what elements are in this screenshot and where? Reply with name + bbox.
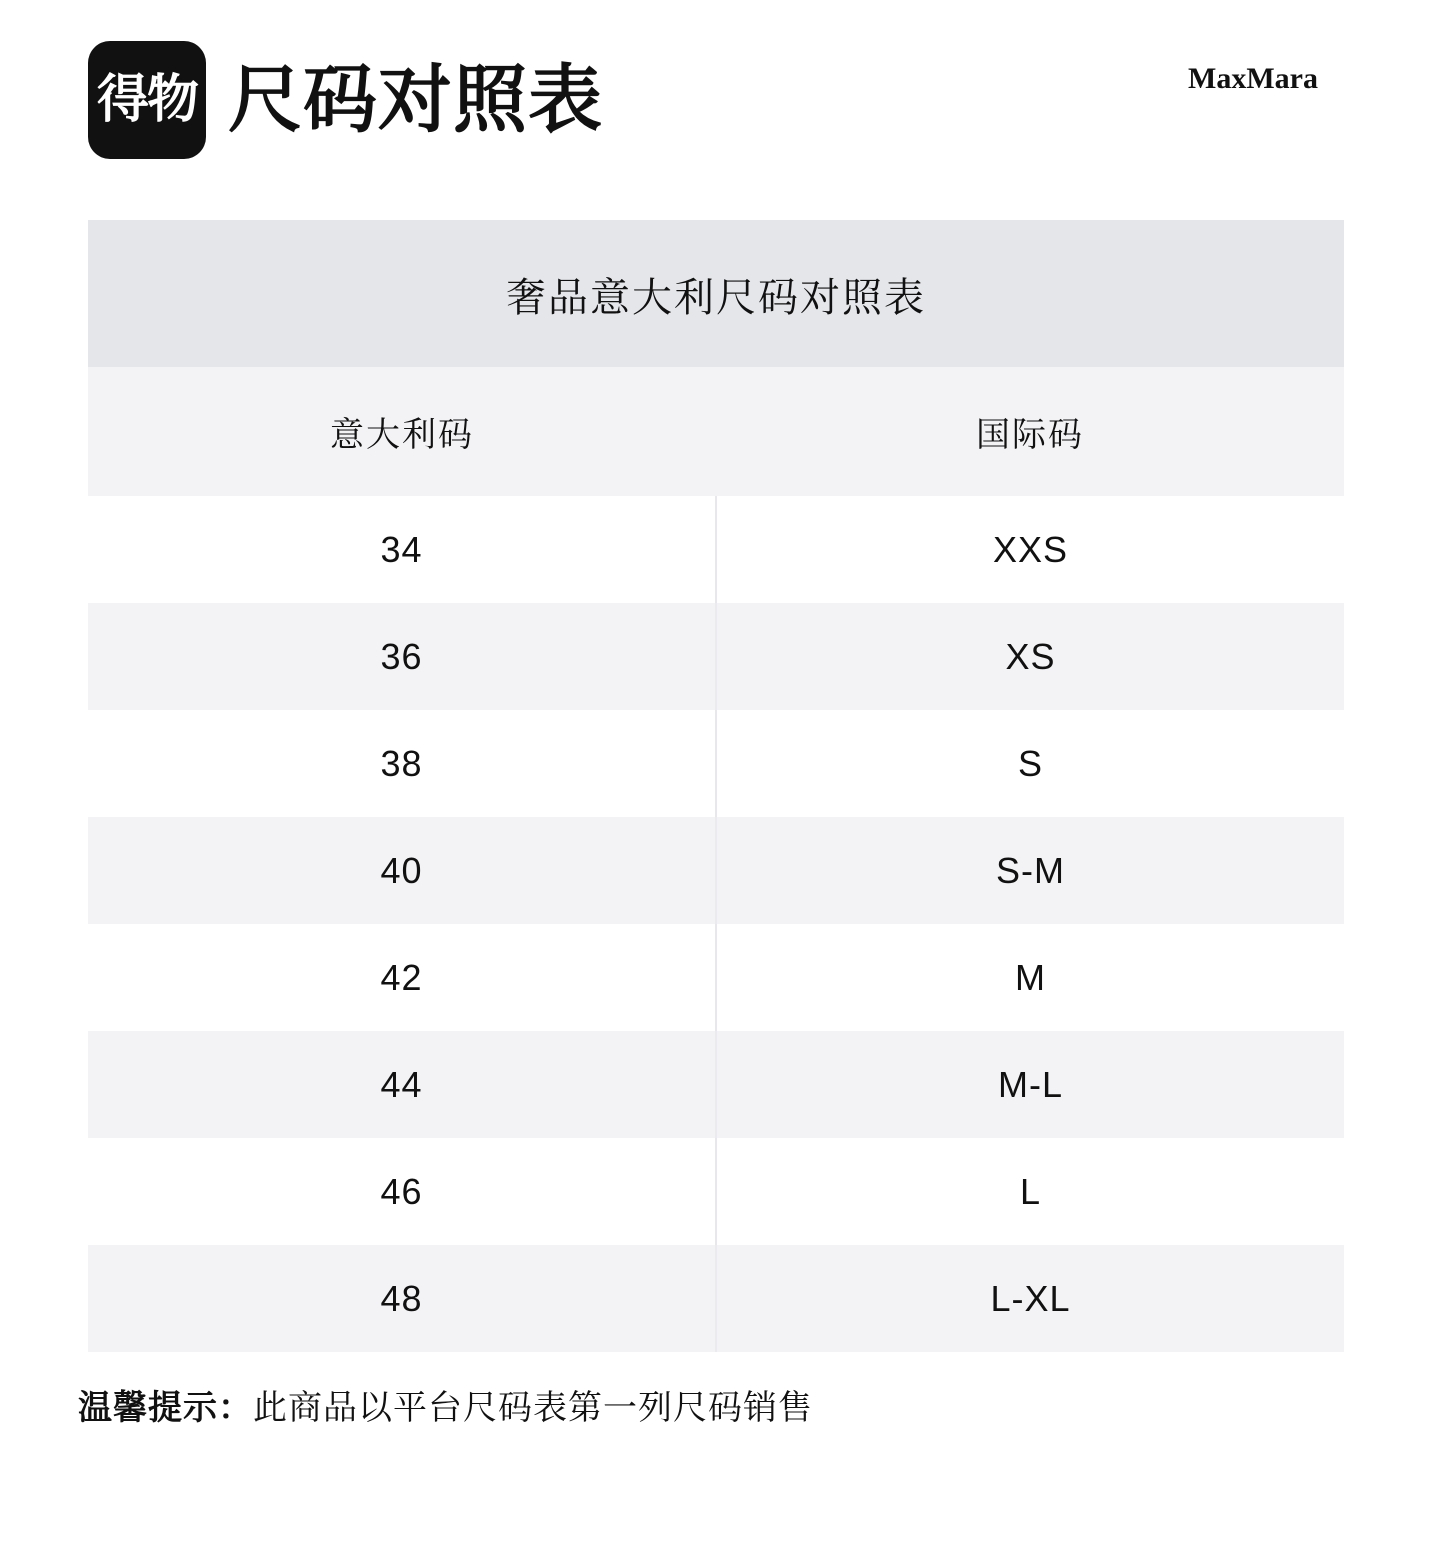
dewu-logo-text: 得物 [96,70,197,130]
size-chart-table [88,367,1344,1352]
page-header [0,0,1440,170]
cell-international-size: S-M [716,817,1344,924]
table-row [88,1031,1344,1138]
cell-international-size: XXS [716,496,1344,603]
cell-italian-size: 48 [88,1245,716,1352]
table-row [88,496,1344,603]
cell-international-size: L-XL [716,1245,1344,1352]
table-row [88,603,1344,710]
cell-italian-size: 38 [88,710,716,817]
size-chart-card [88,220,1344,1352]
table-row [88,1245,1344,1352]
page-title: 尺码对照表 [228,58,603,141]
column-header-italian: 意大利码 [88,367,716,496]
cell-italian-size: 36 [88,603,716,710]
footer-note [78,1388,1440,1429]
table-header-row [88,367,1344,496]
cell-international-size: XS [716,603,1344,710]
cell-international-size: M [716,924,1344,1031]
column-header-international: 国际码 [716,367,1344,496]
table-row [88,924,1344,1031]
cell-international-size: S [716,710,1344,817]
cell-italian-size: 46 [88,1138,716,1245]
size-chart-caption: 奢品意大利尺码对照表 [88,220,1344,367]
brand-logo: MaxMara [1188,62,1318,95]
table-row [88,710,1344,817]
dewu-logo [88,41,206,159]
table-body [88,496,1344,1352]
table-row [88,1138,1344,1245]
cell-international-size: M-L [716,1031,1344,1138]
cell-italian-size: 34 [88,496,716,603]
cell-italian-size: 44 [88,1031,716,1138]
cell-italian-size: 40 [88,817,716,924]
table-head [88,367,1344,496]
cell-italian-size: 42 [88,924,716,1031]
footer-note-text: 此商品以平台尺码表第一列尺码销售 [253,1389,813,1427]
cell-international-size: L [716,1138,1344,1245]
footer-note-label: 温馨提示： [78,1389,253,1427]
table-row [88,817,1344,924]
